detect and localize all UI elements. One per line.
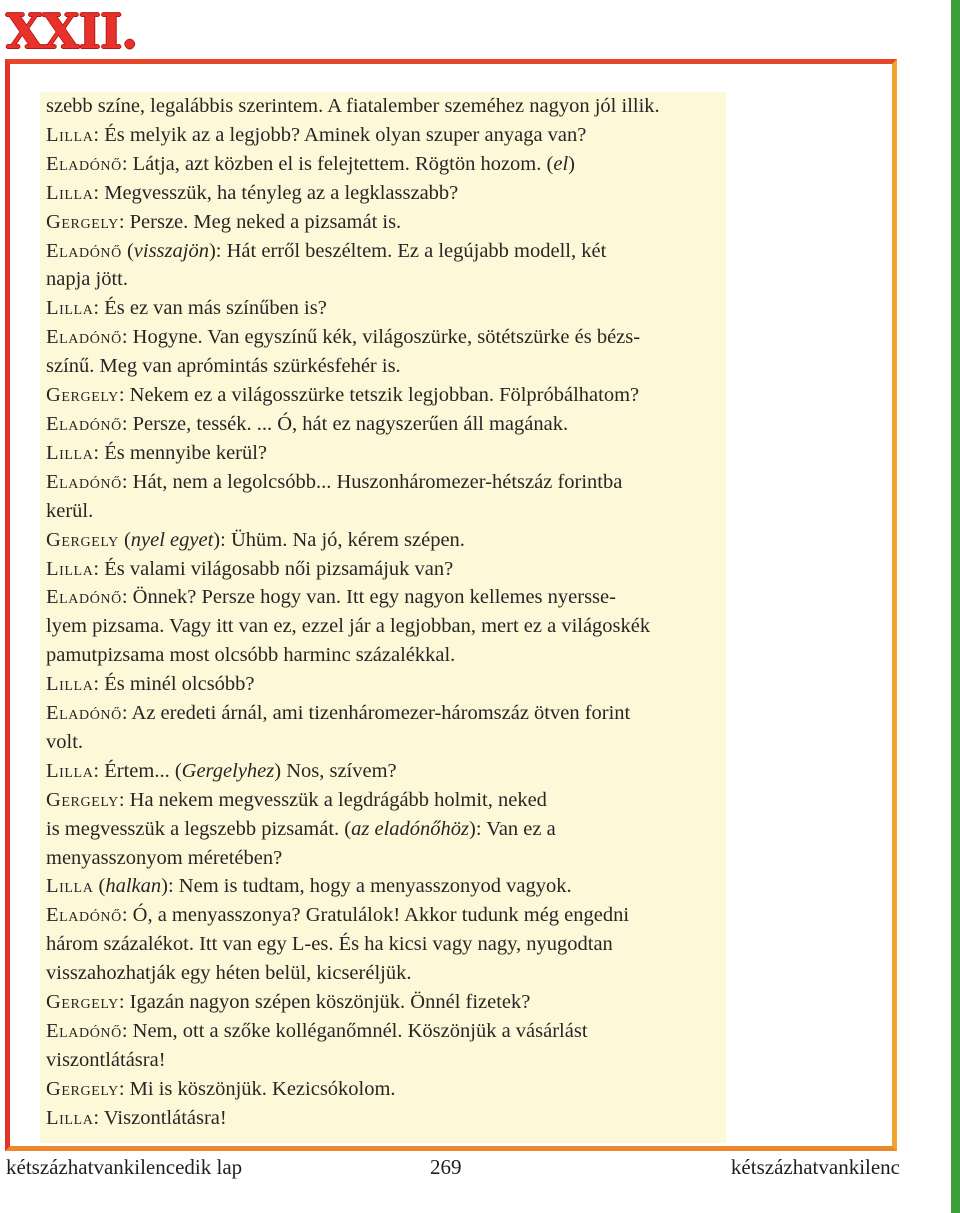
line-text: : Értem... ( xyxy=(93,759,182,782)
speaker-name: Eladónő xyxy=(46,326,122,349)
line-text: napja jött. xyxy=(46,268,128,291)
dialogue-text-block xyxy=(40,92,726,1143)
line-text: lyem pizsama. Vagy itt van ez, ezzel jár a legjobban, mert ez a világoskék xyxy=(46,615,651,638)
dialogue-line xyxy=(46,410,726,439)
speaker-name: Lilla xyxy=(46,441,94,464)
speaker-name: Lilla xyxy=(46,1106,94,1129)
dialogue-line xyxy=(46,237,726,266)
speaker-name: Lilla xyxy=(46,875,94,898)
line-text: kerül. xyxy=(46,499,94,522)
line-text: : Nem, ott a szőke kolléganőmnél. Köszönjük a vásárlást xyxy=(121,1020,588,1042)
dialogue-line xyxy=(46,1046,726,1075)
dialogue-line xyxy=(46,323,726,352)
line-text: szebb színe, legalábbis szerintem. A fiatalember szeméhez nagyon jól illik. xyxy=(46,95,660,117)
dialogue-line xyxy=(46,526,726,555)
dialogue-line xyxy=(46,265,726,294)
dialogue-line xyxy=(46,179,726,208)
speaker-name: Gergely xyxy=(46,1077,119,1100)
stage-direction: az eladónőhöz xyxy=(351,817,470,840)
speaker-name: Gergely xyxy=(46,991,119,1014)
dialogue-line xyxy=(46,92,726,121)
dialogue-line xyxy=(46,757,726,786)
speaker-name: Eladónő xyxy=(46,1020,122,1042)
line-text: : Mi is köszönjük. Kezicsókolom. xyxy=(118,1077,396,1100)
speaker-name: Eladónő xyxy=(46,412,122,435)
line-text-continued: ): Ühüm. Na jó, kérem szépen. xyxy=(213,528,465,551)
stage-direction: visszajön xyxy=(133,239,209,262)
line-text: : Nekem ez a világosszürke tetszik legjobban. Fölpróbálhatom? xyxy=(118,384,640,407)
line-text: : És melyik az a legjobb? Aminek olyan szuper anyaga van? xyxy=(93,123,587,146)
dialogue-line xyxy=(46,497,726,526)
dialogue-line xyxy=(46,352,726,381)
speaker-name: Eladónő xyxy=(46,586,122,609)
chapter-title: XXII. xyxy=(6,4,138,60)
line-text: : Az eredeti árnál, ami tizenháromezer-háromszáz ötven forint xyxy=(121,702,631,725)
speaker-name: Lilla xyxy=(46,297,94,320)
line-text: pamutpizsama most olcsóbb harminc százalékkal. xyxy=(46,644,456,667)
speaker-name: Lilla xyxy=(46,181,94,204)
dialogue-line xyxy=(46,439,726,468)
stage-direction: Gergelyhez xyxy=(181,759,275,782)
line-text: : És ez van más színűben is? xyxy=(93,297,327,320)
speaker-name: Eladónő xyxy=(46,152,122,175)
dialogue-line xyxy=(46,121,726,150)
dialogue-line xyxy=(46,670,726,699)
speaker-name: Gergely xyxy=(46,384,119,407)
line-text: : Igazán nagyon szépen köszönjük. Önnél fizetek? xyxy=(118,991,531,1014)
line-text: ( xyxy=(118,528,131,551)
line-text: : Ha nekem megvesszük a legdrágább holmit, neked xyxy=(118,788,547,811)
line-text: ( xyxy=(93,875,106,898)
line-text: színű. Meg van aprómintás szürkésfehér is. xyxy=(46,355,401,378)
dialogue-line xyxy=(46,988,726,1017)
line-text-continued: ): Nem is tudtam, hogy a menyasszonyod vagyok. xyxy=(161,875,572,898)
speaker-name: Gergely xyxy=(46,528,119,551)
footer-number-words: kétszázhatvankilenc xyxy=(730,1155,900,1179)
line-text: : Persze. Meg neked a pizsamát is. xyxy=(118,210,402,233)
dialogue-line xyxy=(46,555,726,584)
speaker-name: Eladónő xyxy=(46,239,122,262)
dialogue-line xyxy=(46,1075,726,1104)
dialogue-line xyxy=(46,844,726,873)
speaker-name: Eladónő xyxy=(46,470,122,493)
dialogue-line xyxy=(46,959,726,988)
line-text-continued: ) Nos, szívem? xyxy=(274,759,397,782)
line-text: három százalékot. Itt van egy L-es. És ha kicsi vagy nagy, nyugodtan xyxy=(46,933,613,956)
dialogue-line xyxy=(46,815,726,844)
line-text: volt. xyxy=(46,730,84,753)
speaker-name: Eladónő xyxy=(46,702,122,725)
line-text: : Megvesszük, ha tényleg az a legklasszabb? xyxy=(93,181,459,204)
stage-direction: el xyxy=(553,152,569,175)
dialogue-line xyxy=(46,930,726,959)
dialogue-line xyxy=(46,699,726,728)
dialogue-line xyxy=(46,583,726,612)
line-text-continued: ): Van ez a xyxy=(469,817,556,840)
line-text: : Ó, a menyasszonya? Gratulálok! Akkor tudunk még engedni xyxy=(121,904,630,927)
line-text-continued: ) xyxy=(568,152,575,175)
side-color-stripe xyxy=(951,0,960,1213)
line-text: : Önnek? Persze hogy van. Itt egy nagyon kellemes nyersse- xyxy=(121,586,616,609)
speaker-name: Gergely xyxy=(46,788,119,811)
stage-direction: halkan xyxy=(105,875,162,898)
line-text: : És mennyibe kerül? xyxy=(93,441,268,464)
page-footer xyxy=(0,1152,906,1182)
page-number: 269 xyxy=(430,1155,462,1179)
speaker-name: Gergely xyxy=(46,210,119,233)
speaker-name: Lilla xyxy=(46,123,94,146)
dialogue-line xyxy=(46,901,726,930)
dialogue-line xyxy=(46,150,726,179)
line-text: : És valami világosabb női pizsamájuk van? xyxy=(93,557,454,580)
dialogue-line xyxy=(46,208,726,237)
line-text: is megvesszük a legszebb pizsamát. ( xyxy=(46,817,352,840)
line-text: menyasszonyom méretében? xyxy=(46,846,283,869)
dialogue-line xyxy=(46,641,726,670)
line-text-continued: ): Hát erről beszéltem. Ez a legújabb modell, két xyxy=(208,239,607,262)
line-text: viszontlátásra! xyxy=(46,1048,166,1071)
line-text: : Hát, nem a legolcsóbb... Huszonháromezer-hétszáz forintba xyxy=(121,470,623,493)
dialogue-line xyxy=(46,786,726,815)
line-text: : Látja, azt közben el is felejtettem. Rögtön hozom. ( xyxy=(121,152,554,175)
line-text: : Hogyne. Van egyszínű kék, világoszürke, sötétszürke és bézs- xyxy=(121,326,641,349)
dialogue-line xyxy=(46,612,726,641)
dialogue-line xyxy=(46,1104,726,1133)
line-text: ( xyxy=(121,239,134,262)
speaker-name: Lilla xyxy=(46,759,94,782)
dialogue-line xyxy=(46,1017,726,1046)
line-text: : És minél olcsóbb? xyxy=(93,673,255,696)
line-text: : Viszontlátásra! xyxy=(93,1106,227,1129)
line-text: : Persze, tessék. ... Ó, hát ez nagyszerűen áll magának. xyxy=(121,412,569,435)
speaker-name: Lilla xyxy=(46,673,94,696)
dialogue-line xyxy=(46,468,726,497)
dialogue-line xyxy=(46,728,726,757)
speaker-name: Lilla xyxy=(46,557,94,580)
dialogue-line xyxy=(46,294,726,323)
speaker-name: Eladónő xyxy=(46,904,122,927)
dialogue-line xyxy=(46,381,726,410)
line-text: visszahozhatják egy héten belül, kicseréljük. xyxy=(46,962,412,985)
stage-direction: nyel egyet xyxy=(130,528,214,551)
dialogue-line xyxy=(46,872,726,901)
footer-page-words: kétszázhatvankilencedik lap xyxy=(6,1155,243,1179)
